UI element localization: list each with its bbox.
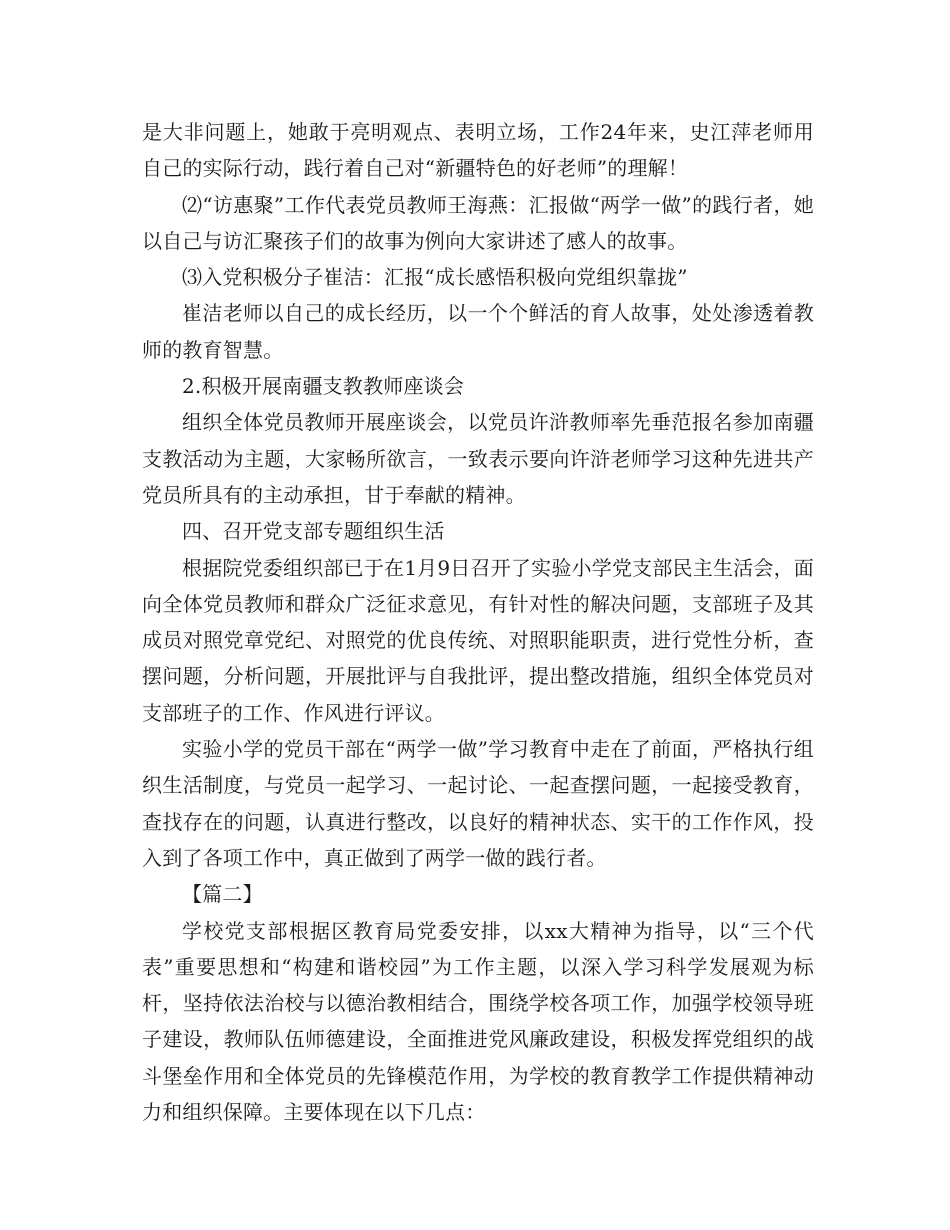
paragraph-section-2-body: 组织全体党员教师开展座谈会，以党员许浒教师率先垂范报名参加南疆支教活动为主题，大家畅所欲言，一致表示要向许浒老师学习这种先进共产党员所具有的主动承担，甘于奉献的精神。: [142, 410, 814, 507]
section-heading-2: 2.积极开展南疆支教教师座谈会: [182, 374, 465, 399]
paragraph-item-3: ⑶入党积极分子崔洁：汇报“成长感悟积极向党组织靠拢”: [182, 265, 688, 290]
paragraph-item-2: ⑵“访惠聚”工作代表党员教师王海燕：汇报做“两学一做”的践行者，她以自己与访汇聚孩子们的故事为例向大家讲述了感人的故事。: [142, 192, 814, 253]
paragraph-section-4-body: 根据院党委组织部已于在1月9日召开了实验小学党支部民主生活会，面向全体党员教师和群众广泛征求意见，有针对性的解决问题，支部班子及其成员对照党章党纪、对照党的优良传统、对照职能职责，进行党性分析，查摆问题，分析问题，开展批评与自我批评，提出整改措施，组织全体党员对支部班子的工作、作风进行评议。: [142, 555, 814, 725]
paragraph-section-4-summary: 实验小学的党员干部在“两学一做”学习教育中走在了前面，严格执行组织生活制度，与党员一起学习、一起讨论、一起查摆问题，一起接受教育，查找存在的问题，认真进行整改，以良好的精神状态、实干的工作作风，投入到了各项工作中，真正做到了两学一做的践行者。: [142, 737, 814, 870]
paragraph-continuation: 是大非问题上，她敢于亮明观点、表明立场，工作24年来，史江萍老师用自己的实际行动，践行着自己对“新疆特色的好老师”的理解！: [142, 120, 814, 181]
document-body: [142, 114, 814, 1130]
paragraph-part-two-intro: 学校党支部根据区教育局党委安排，以xx大精神为指导，以“三个代表”重要思想和“构建和谐校园”为工作主题，以深入学习科学发展观为标杆，坚持依法治校与以德治教相结合，围绕学校各项工作，加强学校领导班子建设，教师队伍师德建设，全面推进党风廉政建设，积极发挥党组织的战斗堡垒作用和全体党员的先锋模范作用，为学校的教育教学工作提供精神动力和组织保障。主要体现在以下几点：: [142, 918, 814, 1125]
paragraph-item-3-body: 崔洁老师以自己的成长经历，以一个个鲜活的育人故事，处处渗透着教师的教育智慧。: [142, 301, 814, 362]
chapter-heading-part-two: 【篇二】: [182, 882, 263, 907]
section-heading-4: 四、召开党支部专题组织生活: [182, 519, 445, 544]
